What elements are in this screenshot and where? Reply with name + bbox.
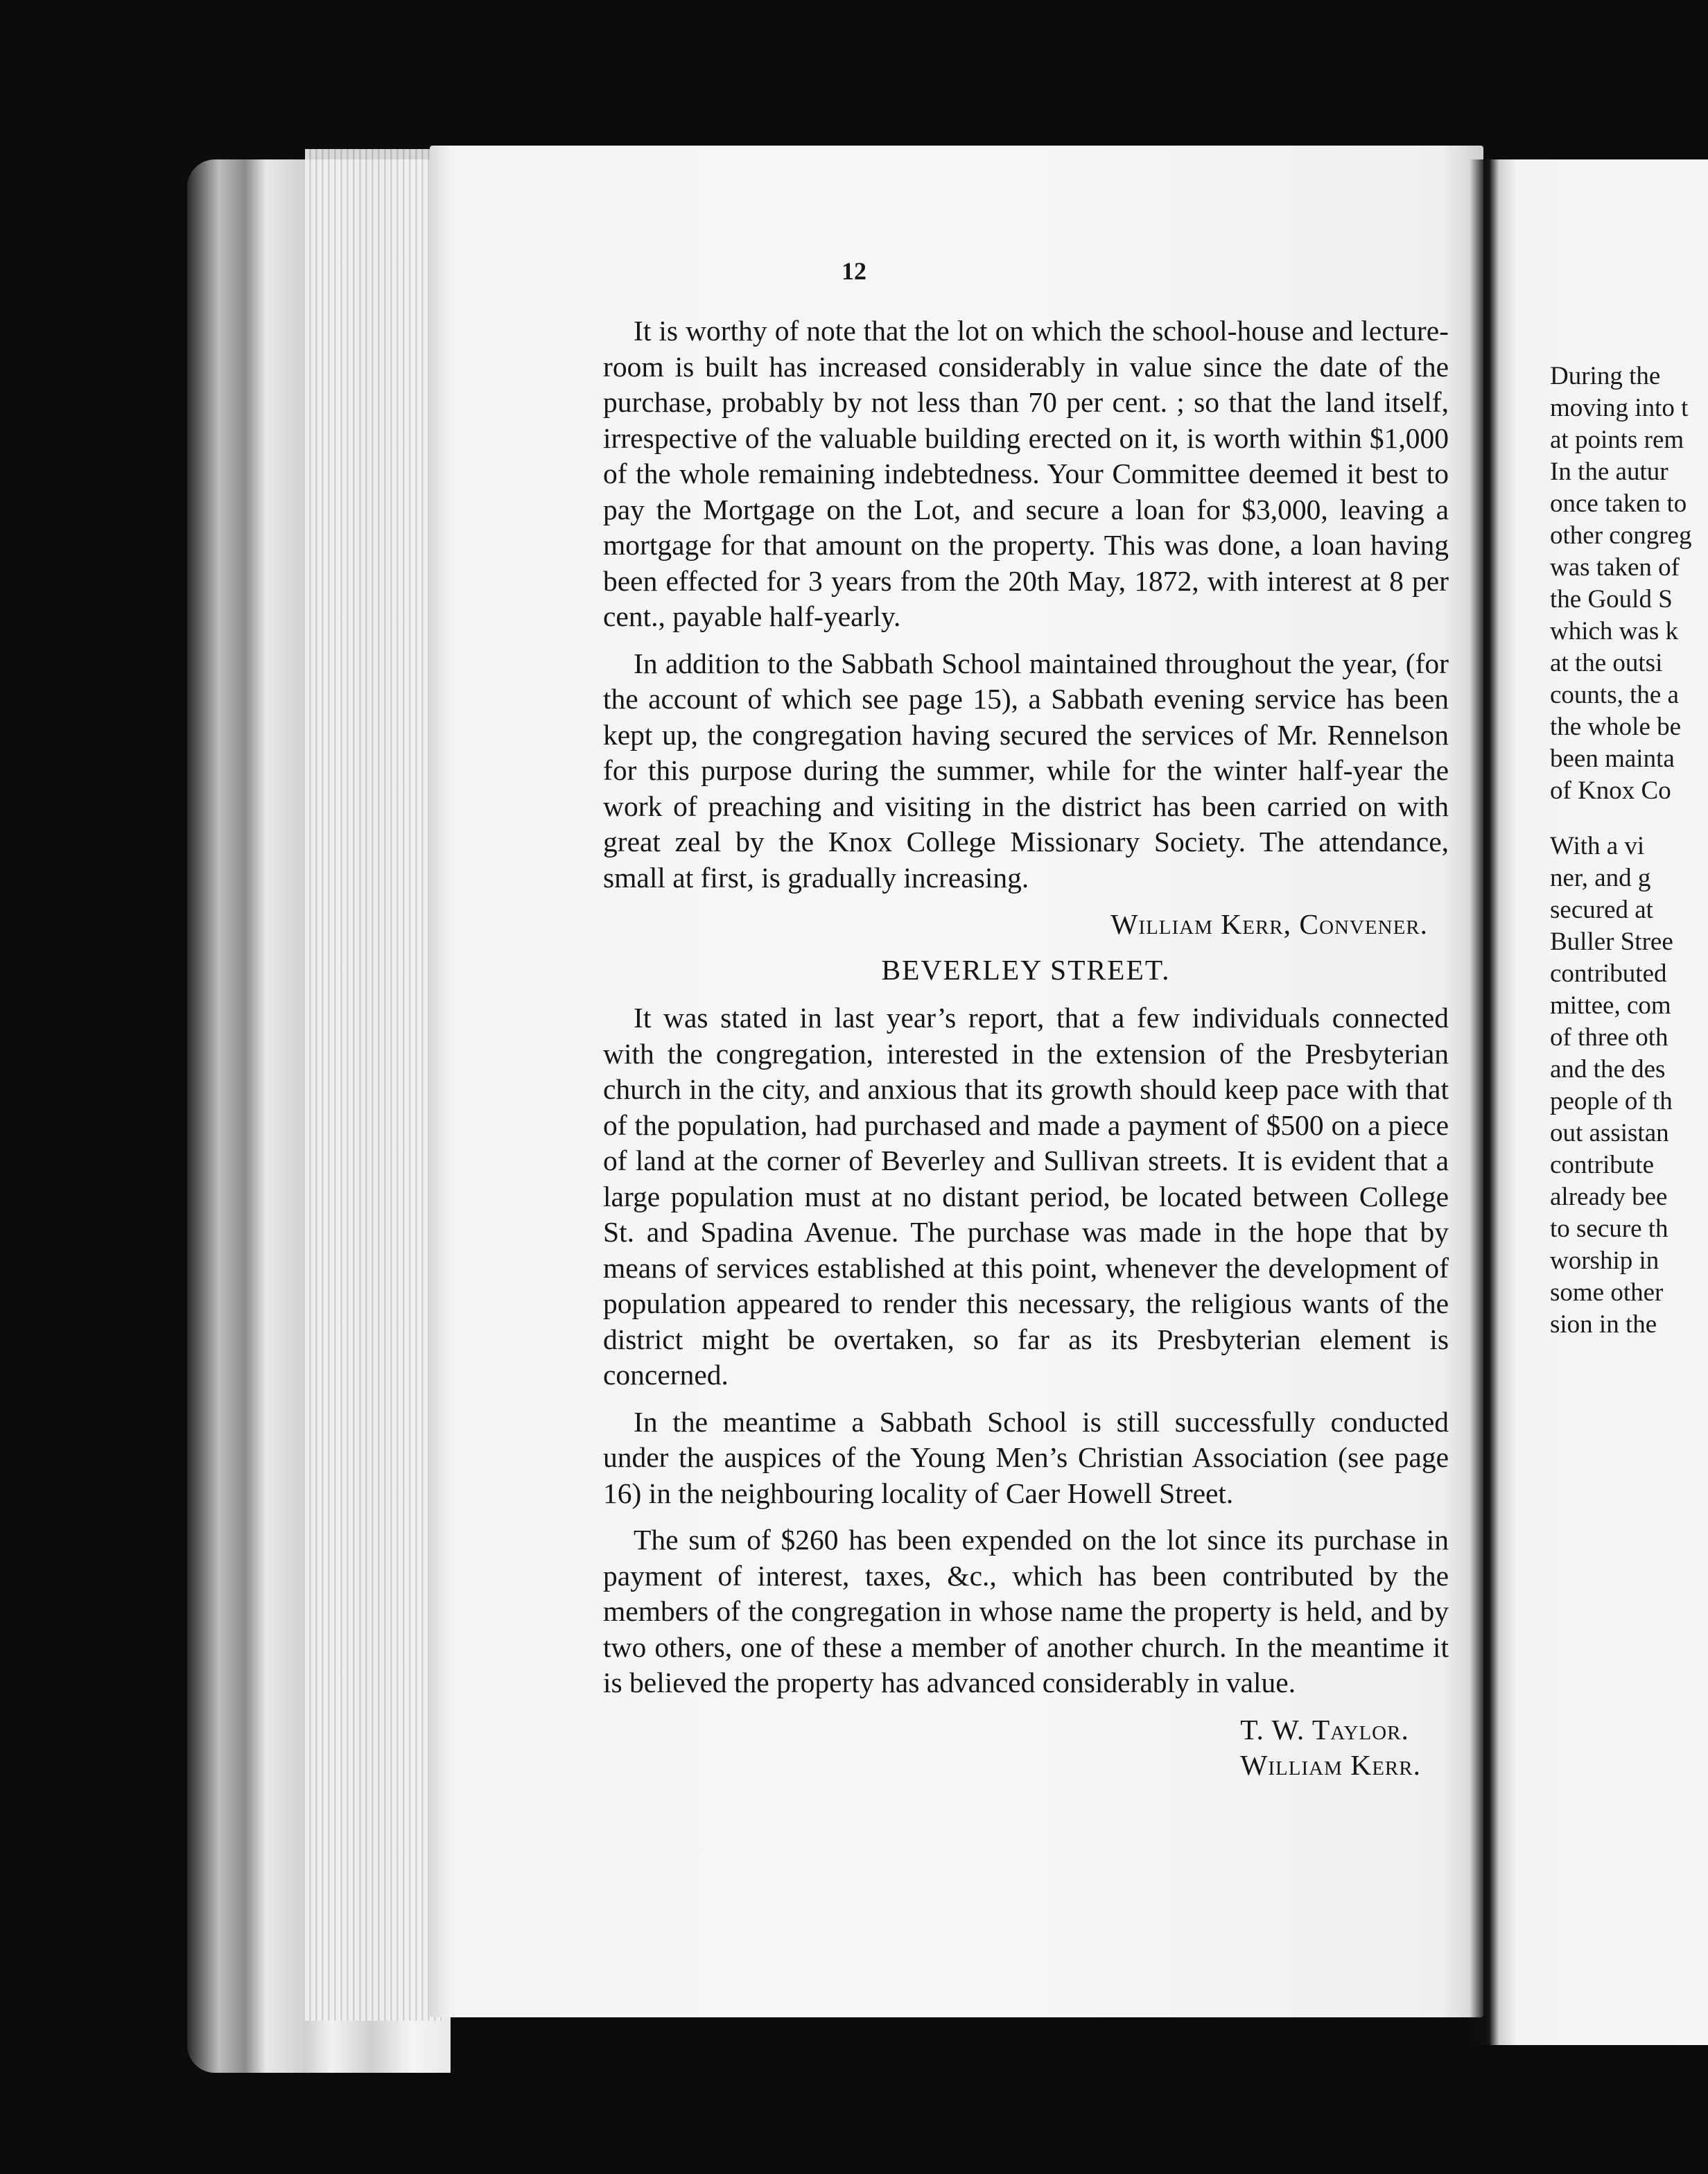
facing-page-line: counts, the a	[1550, 681, 1679, 709]
facing-page-line: people of th	[1550, 1087, 1673, 1115]
stacked-page-edges	[305, 149, 444, 2021]
facing-page-line: contribute	[1550, 1151, 1655, 1179]
facing-page-line: other congreg	[1550, 521, 1692, 550]
signature-kerr: William Kerr.	[1240, 1749, 1421, 1781]
facing-page-line: sion in the	[1550, 1310, 1657, 1339]
paragraph-lot-value: It is worthy of note that the lot on which the school-house and lecture-room is built has increased considerably in value since the date of the purchase, probably by not less than 70 per cent. ; so that the land itself, irrespective of the valuable building erected on it, is worth within $1,000 of the whole remaining indebtedness. Your Committee deemed it best to pay the Mortgage on the Lot, and secure a loan for $3,000, leaving a mortgage for that amount on the property. This was done, a loan having been effected for 3 years from the 20th May, 1872, with interest at 8 per cent., payable half-yearly.	[603, 315, 1449, 632]
page-content	[603, 313, 1449, 1784]
facing-page-line: Buller Stree	[1550, 928, 1673, 956]
facing-page-line: out assistan	[1550, 1119, 1669, 1147]
facing-page-line: been mainta	[1550, 745, 1675, 773]
paragraph-beverley-land: It was stated in last year’s report, that a few individuals connected with the congregation, interested in the extension of the Presbyterian church in the city, and anxious that its growth should keep pace with that of the population, had purchased and made a payment of $500 on a piece of land at the corner of Beverley and Sullivan streets. It is evident that a large population must at no distant period, be located between College St. and Spadina Avenue. The purchase was made in the hope that by means of services established at this point, whenever the development of population appeared to render this necessary, the religious wants of the district might be overtaken, so far as its Presbyterian element is concerned.	[603, 1002, 1449, 1391]
paragraph-expenditure: The sum of $260 has been expended on the lot since its purchase in payment of interest, taxes, &c., which has been contributed by the members of the congregation in whose name the property is held, and by two others, one of these a member of another church. In the meantime it is believed the property has advanced considerably in value.	[603, 1524, 1449, 1698]
facing-page-line: of three oth	[1550, 1023, 1668, 1052]
facing-page-line	[1550, 807, 1691, 831]
facing-page-line: at points rem	[1550, 426, 1684, 454]
section-heading: BEVERLEY STREET.	[881, 953, 1171, 986]
facing-page-line: ner, and g	[1550, 864, 1651, 892]
facing-page-text	[1550, 360, 1691, 1341]
facing-page-line: already bee	[1550, 1183, 1668, 1211]
facing-page	[1490, 159, 1708, 2045]
facing-page-line: some other	[1550, 1278, 1664, 1307]
facing-page-line: In the autur	[1550, 458, 1668, 486]
facing-page-line: secured at	[1550, 896, 1653, 924]
facing-page-line: was taken of	[1550, 553, 1680, 582]
facing-page-line: of Knox Co	[1550, 776, 1671, 805]
paragraph-caer-howell: In the meantime a Sabbath School is still successfully conducted under the auspices of the Young Men’s Christian Association (see page 16) in the neighbouring locality of Caer Howell Street.	[603, 1405, 1449, 1509]
facing-page-line: During the	[1550, 362, 1661, 390]
facing-page-line: contributed	[1550, 959, 1667, 988]
facing-page-line: the Gould S	[1550, 585, 1673, 614]
signature-block	[603, 1712, 1449, 1784]
signature-taylor: T. W. Taylor.	[1240, 1713, 1409, 1746]
paragraph-sabbath-school: In addition to the Sabbath School maintained throughout the year, (for the account of which see page 15), a Sabbath evening service has been kept up, the congregation having secured the services of Mr. Rennelson for this purpose during the summer, while for the winter half-year the work of preaching and visiting in the district has been carried on with great zeal by the Knox College Missionary Society. The attendance, small at first, is gradually increasing.	[603, 647, 1449, 894]
signoff-convener: William Kerr, Convener.	[1110, 908, 1428, 940]
facing-page-line: which was k	[1550, 617, 1678, 645]
facing-page-line: mittee, com	[1550, 991, 1671, 1020]
facing-page-line: the whole be	[1550, 713, 1682, 741]
facing-page-line: at the outsi	[1550, 649, 1663, 677]
page-number: 12	[842, 257, 866, 285]
facing-page-line: moving into t	[1550, 394, 1689, 422]
facing-page-line: worship in	[1550, 1246, 1659, 1275]
facing-page-line: and the des	[1550, 1055, 1666, 1084]
facing-page-line: to secure th	[1550, 1215, 1668, 1243]
facing-page-line: With a vi	[1550, 832, 1645, 860]
facing-page-line: once taken to	[1550, 489, 1687, 518]
